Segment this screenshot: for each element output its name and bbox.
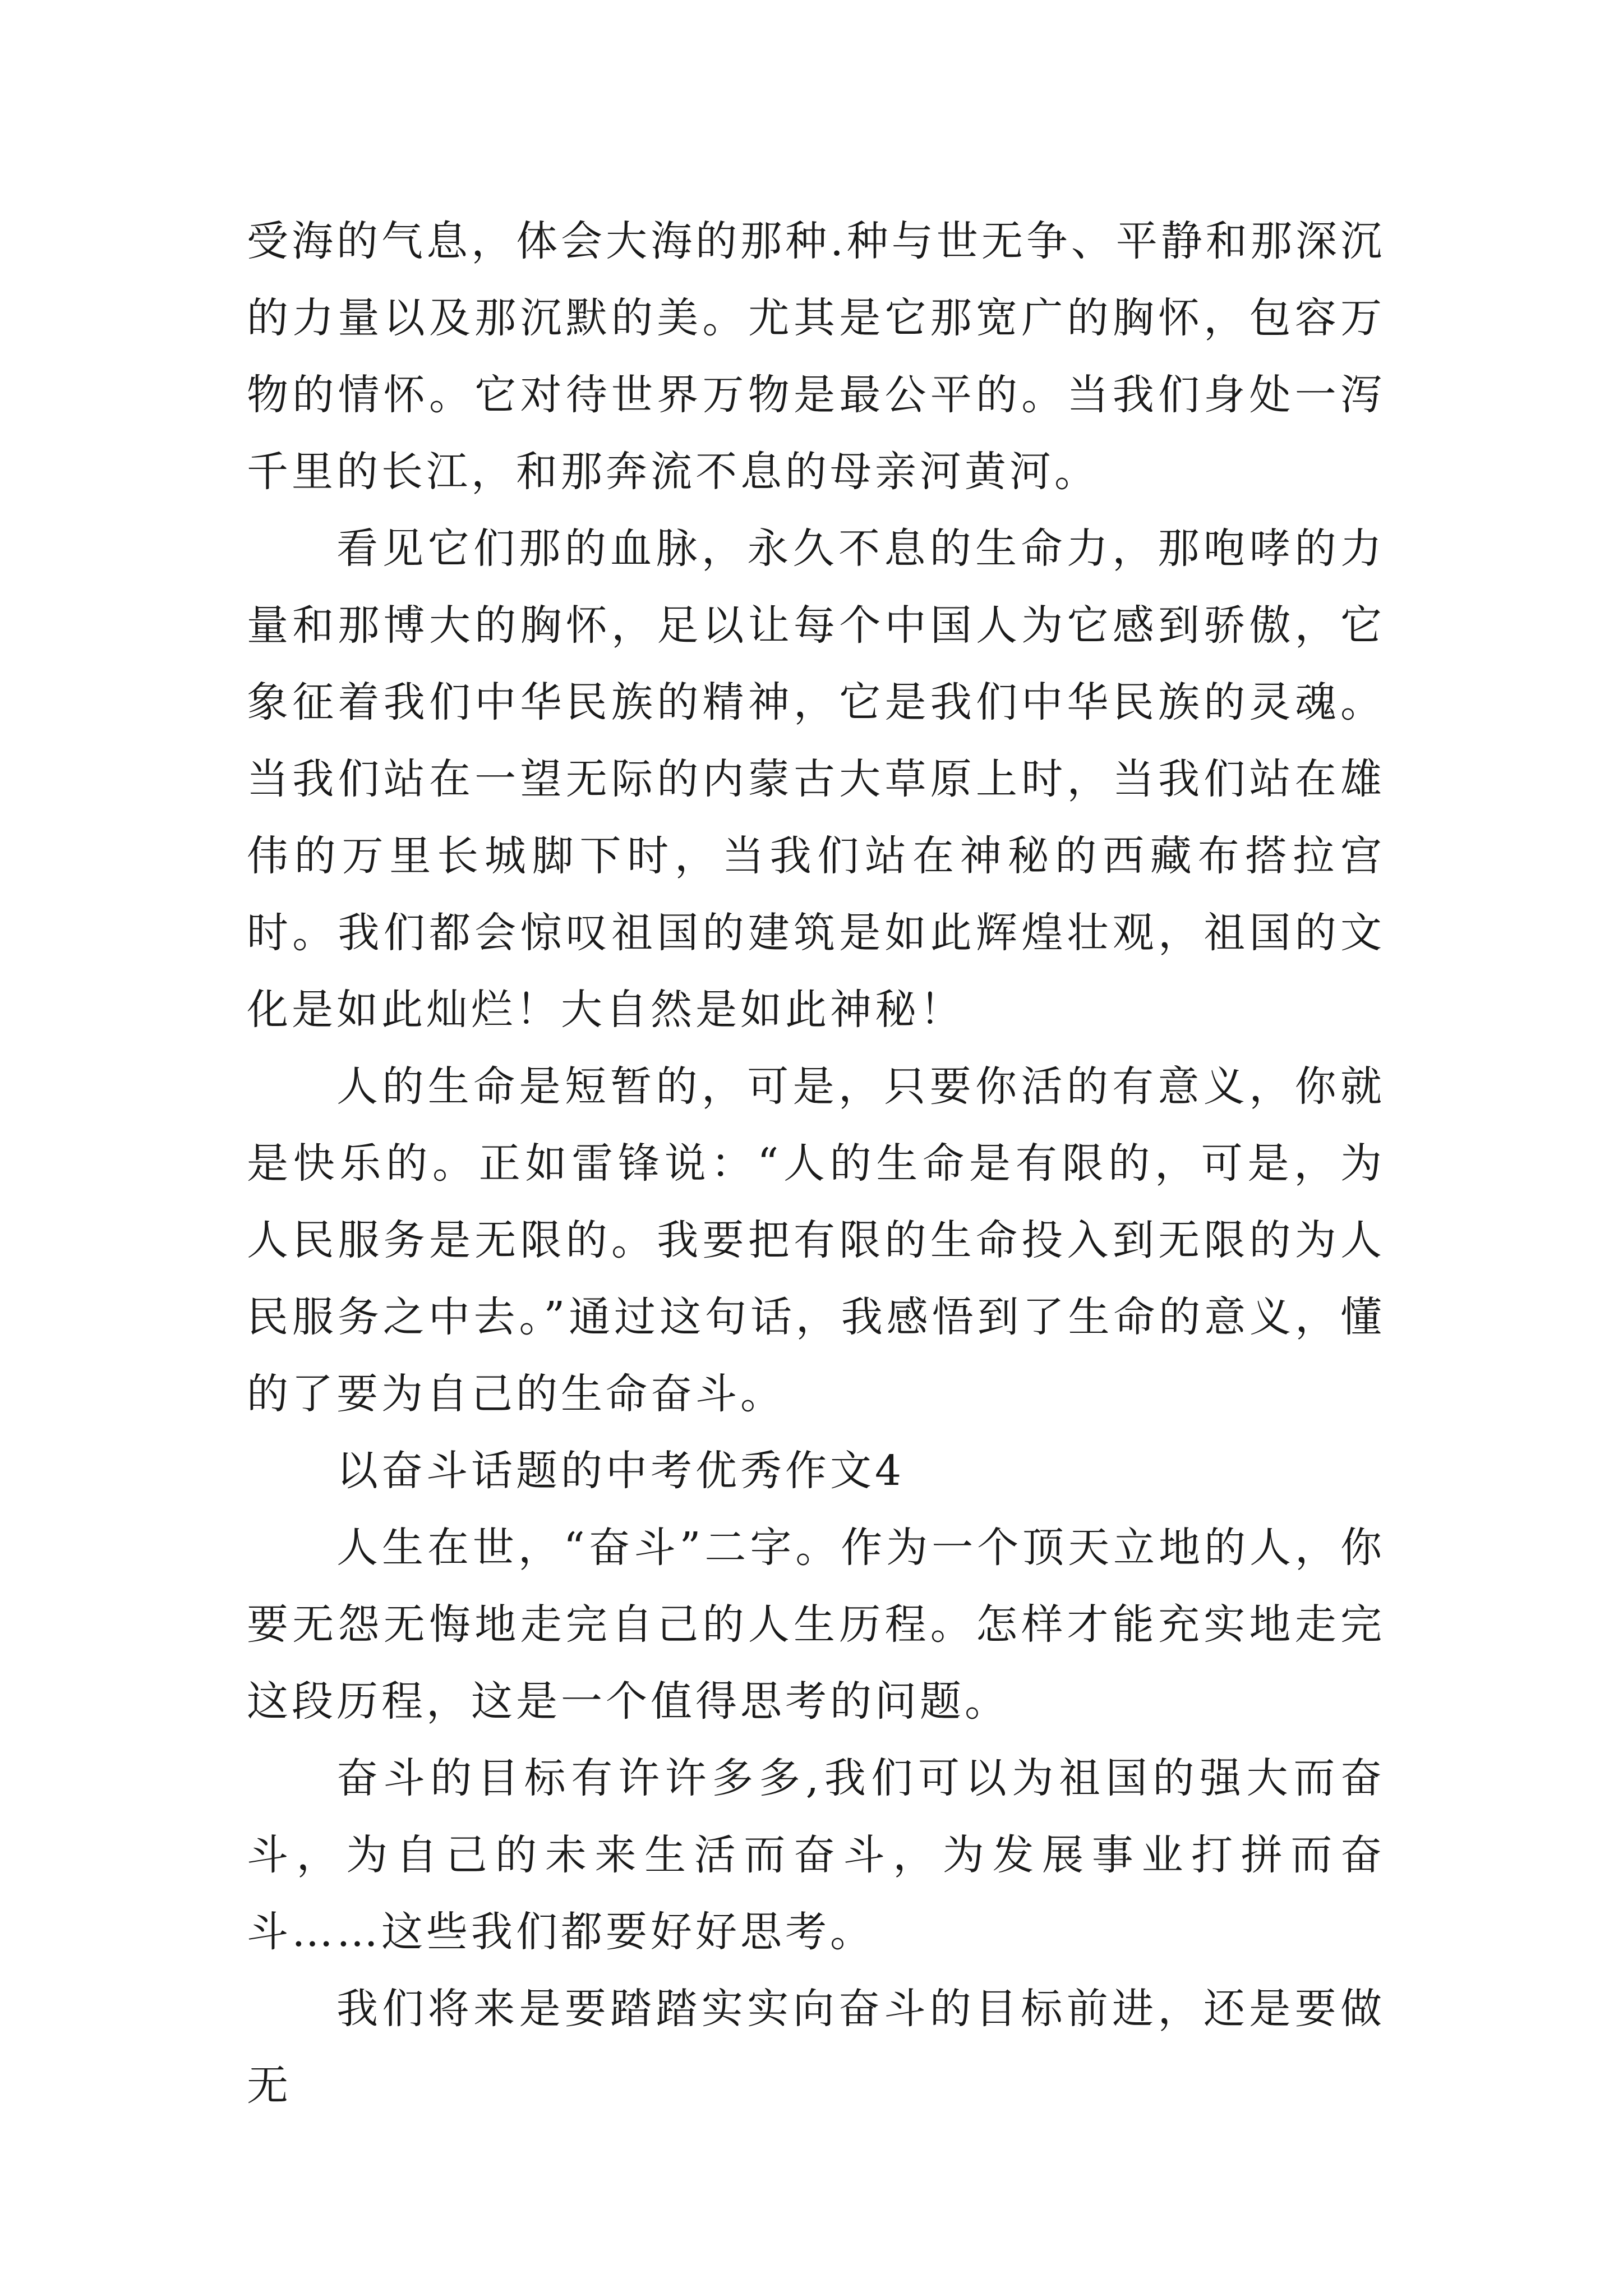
paragraph-body: 我们将来是要踏踏实实向奋斗的目标前进，还是要做无 [247, 1985, 1385, 2110]
paragraph-body: 人生在世，“奋斗”二字。作为一个顶天立地的人，你要无怨无悔地走完自己的人生历程。怎样才能充实地走完这段历程，这是一个值得思考的问题。 [247, 1524, 1385, 1726]
document-body [247, 203, 1385, 2124]
paragraph-continuation: 受海的气息，体会大海的那种.种与世无争、平静和那深沉的力量以及那沉默的美。尤其是它那宽广的胸怀，包容万物的情怀。它对待世界万物是最公平的。当我们身处一泻千里的长江，和那奔流不息的母亲河黄河。 [247, 217, 1385, 496]
paragraph-body: 人的生命是短暂的，可是，只要你活的有意义，你就是快乐的。正如雷锋说：“人的生命是有限的，可是，为人民服务是无限的。我要把有限的生命投入到无限的为人民服务之中去。”通过这句话，我感悟到了生命的意义，懂的了要为自己的生命奋斗。 [247, 1062, 1385, 1418]
paragraph-body: 看见它们那的血脉，永久不息的生命力，那咆哮的力量和那博大的胸怀，足以让每个中国人为它感到骄傲，它象征着我们中华民族的精神，它是我们中华民族的灵魂。当我们站在一望无际的内蒙古大草原上时，当我们站在雄伟的万里长城脚下时，当我们站在神秘的西藏布搭拉宫时。我们都会惊叹祖国的建筑是如此辉煌壮观，祖国的文化是如此灿烂！大自然是如此神秘！ [247, 524, 1385, 1034]
paragraph-body: 奋斗的目标有许许多多,我们可以为祖国的强大而奋斗，为自己的未来生活而奋斗，为发展事业打拼而奋斗……这些我们都要好好思考。 [247, 1754, 1385, 1956]
section-heading: 以奋斗话题的中考优秀作文4 [336, 1447, 905, 1495]
